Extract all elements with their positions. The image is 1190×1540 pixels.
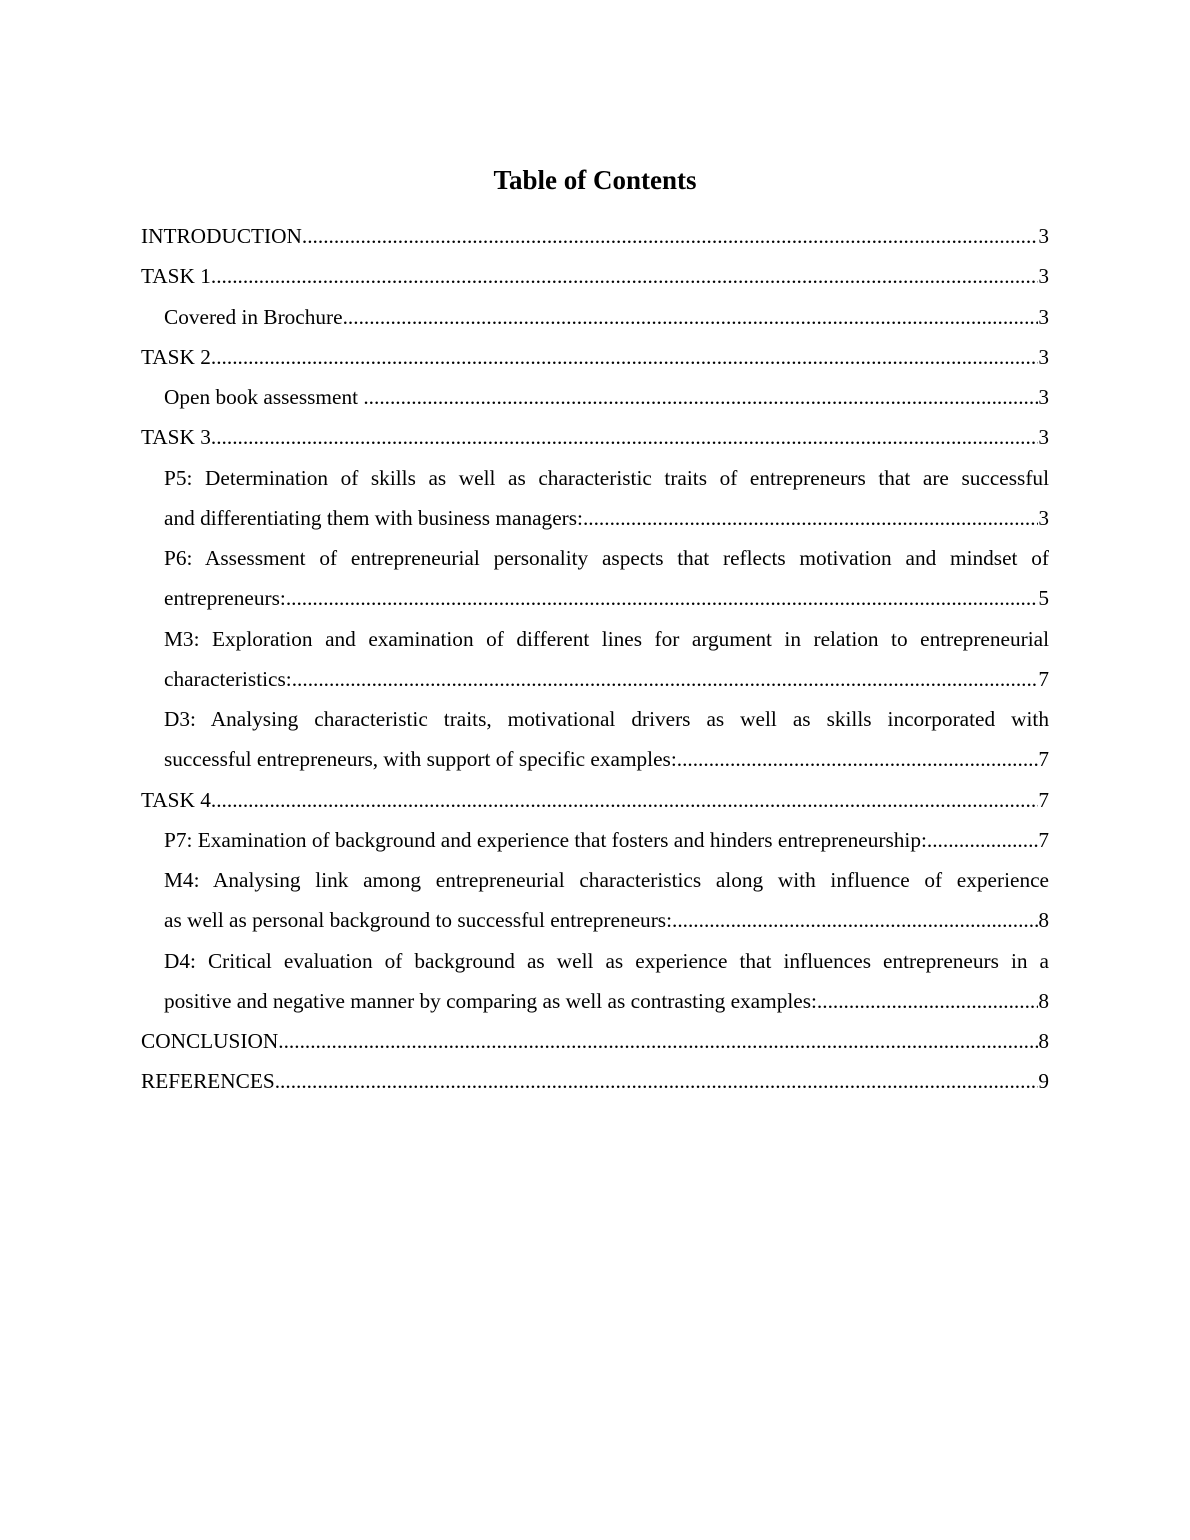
dot-leader: [286, 578, 1039, 618]
toc-entry-label: and differentiating them with business managers:: [164, 505, 583, 530]
toc-entry[interactable]: [141, 377, 1049, 417]
toc-entry-line: [164, 377, 1049, 417]
toc-entry[interactable]: [141, 941, 1049, 1022]
dot-leader: [211, 256, 1038, 296]
toc-entry-label: Covered in Brochure: [164, 304, 343, 329]
toc-entry-line: [141, 216, 1049, 256]
dot-leader: [278, 1021, 1038, 1061]
toc-page-number: 8: [1038, 988, 1049, 1013]
toc-entry[interactable]: [141, 820, 1049, 860]
toc-entry-line: [164, 297, 1049, 337]
toc-entry-label: P7: Examination of background and experience that fosters and hinders entrepreneurship:: [164, 827, 927, 852]
toc-entry[interactable]: [141, 1021, 1049, 1061]
dot-leader: [275, 1061, 1039, 1101]
toc-entry-label: characteristics:: [164, 666, 292, 691]
toc-entry-label: positive and negative manner by comparing as well as contrasting examples:: [164, 988, 817, 1013]
toc-entry-text-line: M3: Exploration and examination of different lines for argument in relation to entrepreneurial: [164, 626, 1049, 651]
toc-entry[interactable]: [141, 216, 1049, 256]
toc-entry[interactable]: [141, 699, 1049, 780]
toc-entry-line: [141, 256, 1049, 296]
toc-page-number: 3: [1038, 425, 1049, 450]
toc-entry-line: [164, 900, 1049, 940]
dot-leader: [211, 417, 1038, 457]
dot-leader: [292, 659, 1039, 699]
toc-entry-text-line: M4: Analysing link among entrepreneurial characteristics along with influence of experience: [164, 868, 1049, 892]
toc-entry-label: TASK 4: [141, 787, 211, 812]
dot-leader: [363, 377, 1038, 417]
toc-entry-label: TASK 3: [141, 425, 211, 450]
toc-entry[interactable]: [141, 458, 1049, 539]
toc-page-number: 3: [1038, 505, 1049, 530]
toc-entry-label: Open book assessment: [164, 385, 364, 409]
toc-entry-line: [164, 981, 1049, 1021]
toc-page-number: 7: [1038, 747, 1049, 772]
toc-entry-line: [164, 820, 1049, 860]
toc-entry[interactable]: [141, 860, 1049, 941]
dot-leader: [927, 820, 1038, 860]
toc-page-number: 3: [1038, 344, 1049, 369]
toc-entry-label: entrepreneurs:: [164, 586, 286, 611]
dot-leader: [211, 780, 1038, 820]
toc-entry-label: TASK 2: [141, 344, 211, 369]
toc-entry-label: TASK 1: [141, 264, 211, 289]
toc-entry[interactable]: [141, 337, 1049, 377]
toc-page-number: 3: [1038, 264, 1049, 289]
dot-leader: [672, 900, 1038, 940]
toc-entry-label: as well as personal background to successful entrepreneurs:: [164, 908, 672, 933]
toc-page-number: 7: [1038, 827, 1049, 852]
toc-page-number: 3: [1038, 304, 1049, 329]
dot-leader: [211, 337, 1038, 377]
toc-entry-text-line: P6: Assessment of entrepreneurial personality aspects that reflects motivation and mindset of: [164, 546, 1049, 570]
toc-entry-text-line: D4: Critical evaluation of background as well as experience that influences entrepreneurs in a: [164, 948, 1049, 973]
toc-entry[interactable]: [141, 1061, 1049, 1101]
toc-page-number: 8: [1038, 1029, 1049, 1053]
toc-entry-line: [164, 578, 1049, 618]
toc-page-number: 3: [1038, 224, 1049, 248]
toc-entry-line: [141, 417, 1049, 457]
toc-list: [141, 216, 1049, 1102]
toc-entry-label: successful entrepreneurs, with support of specific examples:: [164, 747, 677, 772]
toc-entry[interactable]: [141, 538, 1049, 619]
toc-entry-text-line: P5: Determination of skills as well as characteristic traits of entrepreneurs that are successful: [164, 465, 1049, 490]
toc-entry-label: INTRODUCTION: [141, 224, 302, 248]
toc-page-number: 7: [1038, 787, 1049, 812]
toc-entry-line: [164, 498, 1049, 538]
dot-leader: [343, 297, 1039, 337]
dot-leader: [583, 498, 1038, 538]
dot-leader: [677, 739, 1039, 779]
toc-entry-text-line: D3: Analysing characteristic traits, motivational drivers as well as skills incorporated with: [164, 707, 1049, 731]
toc-entry-line: [141, 1061, 1049, 1101]
dot-leader: [302, 216, 1038, 256]
toc-entry-line: [141, 337, 1049, 377]
toc-page-number: 8: [1038, 908, 1049, 933]
toc-entry-line: [164, 739, 1049, 779]
toc-page-number: 5: [1038, 586, 1049, 611]
toc-entry[interactable]: [141, 780, 1049, 820]
toc-entry[interactable]: [141, 256, 1049, 296]
toc-page-number: 3: [1038, 385, 1049, 409]
toc-entry-label: CONCLUSION: [141, 1029, 279, 1053]
toc-entry-line: [141, 780, 1049, 820]
toc-page-number: 9: [1038, 1069, 1049, 1094]
toc-entry[interactable]: [141, 619, 1049, 700]
dot-leader: [817, 981, 1038, 1021]
toc-entry-label: REFERENCES: [141, 1069, 275, 1094]
toc-page-number: 7: [1038, 666, 1049, 691]
toc-entry-line: [164, 659, 1049, 699]
toc-title: Table of Contents: [493, 165, 697, 195]
toc-entry[interactable]: [141, 417, 1049, 457]
toc-entry[interactable]: [141, 297, 1049, 337]
toc-entry-line: [141, 1021, 1049, 1061]
